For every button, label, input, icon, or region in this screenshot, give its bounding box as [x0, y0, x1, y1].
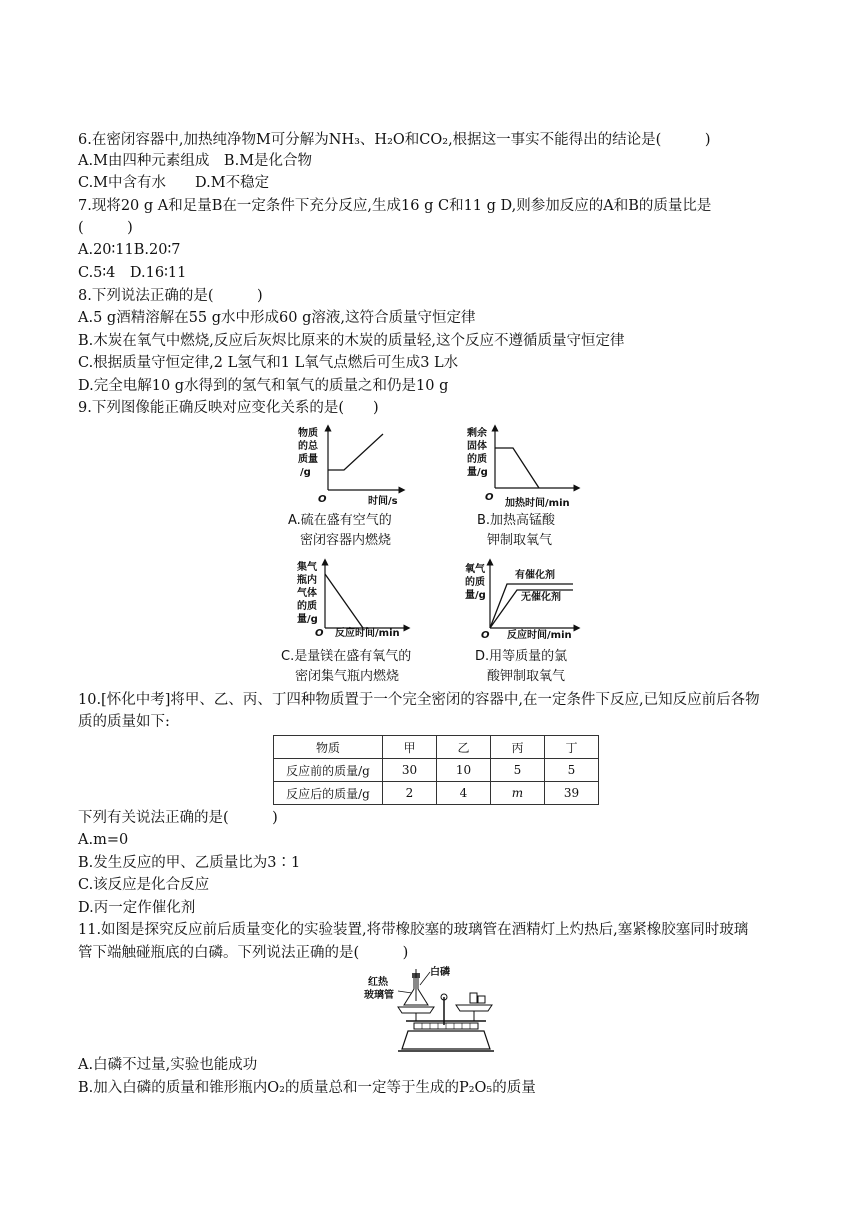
q9-graph-c: [275, 556, 440, 711]
q8-stem: 8.下列说法正确的是( ): [78, 288, 263, 304]
q8-option-a: A.5 g酒精溶解在55 g水中形成60 g溶液,这符合质量守恒定律: [78, 310, 476, 326]
q10-option-a: A.m=0: [78, 832, 129, 848]
graph-c-ylabel-5: 量/g: [297, 614, 318, 625]
q9-graph-b: [455, 420, 615, 555]
right-pan: [456, 1005, 492, 1011]
q8-option-c: C.根据质量守恒定律,2 L氢气和1 L氧气点燃后可生成3 L水: [78, 355, 459, 371]
q8-option-d: D.完全电解10 g水得到的氢气和氧气的质量之和仍是10 g: [78, 378, 449, 394]
graph-c-ylabel-2: 瓶内: [297, 575, 317, 586]
table-header-cell: 物质: [274, 736, 383, 759]
q10-stem: 10.[怀化中考]将甲、乙、丙、丁四种物质置于一个完全密闭的容器中,在一定条件下反应,已知反应前后各物: [78, 692, 760, 708]
weight-icon: [470, 993, 477, 1003]
graph-c-caption-1: C.是量镁在盛有氧气的: [281, 649, 412, 664]
graph-c-xlabel: 反应时间/min: [335, 628, 400, 639]
graph-b-origin: O: [485, 492, 494, 503]
table-cell: 反应前的质量/g: [274, 759, 383, 782]
graph-a-ylabel-4: /g: [300, 467, 311, 478]
q9-graph-a: [280, 420, 430, 555]
q6-stem: 6.在密闭容器中,加热纯净物M可分解为NH₃、H₂O和CO₂,根据这一事实不能得出的结论是( ): [78, 132, 711, 148]
apparatus-label-phosphorus: 白磷: [430, 967, 450, 978]
graph-a-curve: [328, 434, 383, 470]
graph-c-caption-2: 密闭集气瓶内燃烧: [295, 669, 400, 684]
q11-balance-apparatus: [358, 963, 518, 1055]
table-header-cell: 甲: [383, 736, 437, 759]
q10-option-c: C.该反应是化合反应: [78, 877, 210, 893]
graph-b-ylabel-4: 量/g: [467, 467, 488, 478]
graph-a-origin: O: [318, 494, 327, 505]
graph-a-xlabel: 时间/s: [368, 496, 398, 507]
graph-c-ylabel-1: 集气: [297, 562, 317, 573]
graph-c-curve: [325, 574, 363, 628]
q11-stem-cont: 管下端触碰瓶底的白磷。下列说法正确的是( ): [78, 945, 409, 961]
graph-d-xlabel: 反应时间/min: [507, 630, 572, 641]
q7-options-cd: C.5∶4 D.16∶11: [78, 265, 187, 281]
graph-b-ylabel-3: 的质: [467, 454, 487, 465]
left-pan: [398, 1007, 434, 1013]
table-cell: 5: [491, 759, 545, 782]
table-header-cell: 丁: [545, 736, 599, 759]
table-row: [274, 782, 599, 805]
table-cell: 4: [437, 782, 491, 805]
graph-b-caption-1: B.加热高锰酸: [477, 513, 556, 528]
table-cell: 30: [383, 759, 437, 782]
table-row: [274, 736, 599, 759]
table-cell: m: [491, 782, 545, 805]
graph-d-ylabel-3: 量/g: [465, 590, 486, 601]
weight-icon: [478, 996, 485, 1003]
table-cell: 2: [383, 782, 437, 805]
graph-b-caption-2: 钾制取氧气: [487, 533, 553, 548]
q7-stem: 7.现将20 g A和足量B在一定条件下充分反应,生成16 g C和11 g D,则参加反应的A和B的质量比是: [78, 198, 712, 214]
graph-a-caption-2: 密闭容器内燃烧: [300, 533, 392, 548]
table-row: [274, 759, 599, 782]
q6-options-cd: C.M中含有水 D.M不稳定: [78, 175, 270, 191]
q8-option-b: B.木炭在氧气中燃烧,反应后灰烬比原来的木炭的质量轻,这个反应不遵循质量守恒定律: [78, 333, 625, 349]
graph-b-ylabel-2: 固体: [467, 441, 487, 452]
graph-a-caption-1: A.硫在盛有空气的: [288, 513, 392, 528]
graph-c-ylabel-4: 的质: [297, 601, 317, 612]
apparatus-label-tube-2: 玻璃管: [364, 990, 394, 1001]
q10-stem-cont: 质的质量如下:: [78, 714, 170, 730]
q10-option-b: B.发生反应的甲、乙质量比为3∶1: [78, 855, 301, 871]
graph-b-curve: [495, 448, 539, 488]
graph-d-legend-catalyst: 有催化剂: [515, 570, 555, 581]
graph-a-ylabel-3: 质量: [298, 454, 318, 465]
graph-b-xlabel: 加热时间/min: [505, 498, 570, 509]
graph-c-ylabel-3: 气体: [297, 588, 317, 599]
graph-d-origin: O: [481, 630, 490, 641]
q7-options-ab: A.20∶11B.20∶7: [78, 242, 181, 258]
q6-options-ab: A.M由四种元素组成 B.M是化合物: [78, 153, 313, 169]
graph-d-caption-1: D.用等质量的氯: [475, 649, 568, 664]
q11-option-b: B.加入白磷的质量和锥形瓶内O₂的质量总和一定等于生成的P₂O₅的质量: [78, 1080, 536, 1096]
q11-option-a: A.白磷不过量,实验也能成功: [78, 1057, 258, 1073]
balance-base: [402, 1031, 490, 1049]
graph-d-caption-2: 酸钾制取氧气: [487, 669, 566, 684]
table-cell: 5: [545, 759, 599, 782]
q9-stem: 9.下列图像能正确反映对应变化关系的是( ): [78, 400, 379, 416]
q10-option-d: D.丙一定作催化剂: [78, 900, 196, 916]
graph-d-ylabel-2: 的质: [465, 577, 485, 588]
q10-ask: 下列有关说法正确的是( ): [78, 810, 278, 826]
graph-c-origin: O: [315, 628, 324, 639]
table-cell: 10: [437, 759, 491, 782]
table-header-cell: 丙: [491, 736, 545, 759]
table-header-cell: 乙: [437, 736, 491, 759]
q7-stem-cont: ( ): [78, 220, 133, 236]
apparatus-label-tube-1: 红热: [368, 977, 388, 988]
graph-d-legend-no-catalyst: 无催化剂: [521, 592, 561, 603]
table-cell: 反应后的质量/g: [274, 782, 383, 805]
table-cell: 39: [545, 782, 599, 805]
graph-a-ylabel-1: 物质: [298, 428, 318, 439]
graph-d-ylabel-1: 氧气: [465, 564, 485, 575]
q10-mass-table: [273, 735, 599, 805]
q9-graph-d: [455, 556, 625, 711]
graph-b-ylabel-1: 剩余: [467, 428, 487, 439]
graph-a-ylabel-2: 的总: [298, 441, 318, 452]
q11-stem: 11.如图是探究反应前后质量变化的实验装置,将带橡胶塞的玻璃管在酒精灯上灼热后,塞紧橡胶塞同时玻璃: [78, 922, 749, 938]
